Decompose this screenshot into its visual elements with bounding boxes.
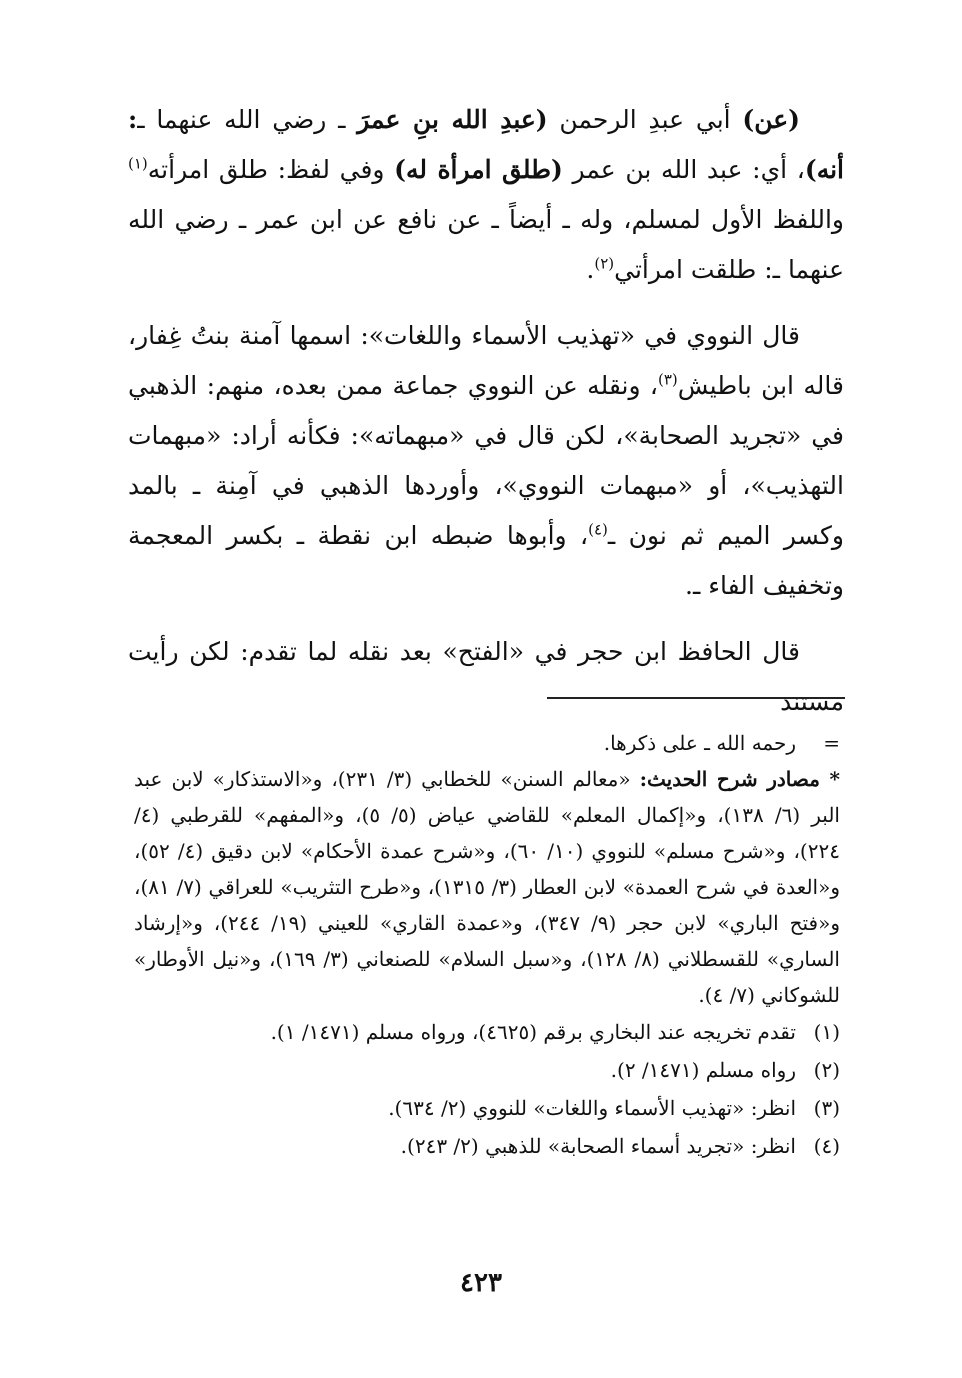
paragraph-1 — [128, 95, 844, 295]
paragraph-2 — [128, 311, 844, 611]
matn-text: (عن) — [742, 105, 800, 134]
sources-label: * مصادر شرح الحديث: — [639, 767, 840, 791]
footnote-marker[interactable]: (١) — [128, 154, 148, 173]
paragraph-3: قال الحافظ ابن حجر في «الفتح» بعد نقله لما تقدم: لكن رأيت مستند — [128, 637, 844, 716]
footnote-item — [134, 1013, 840, 1051]
footnote-marker[interactable]: (٤) — [588, 520, 608, 539]
matn-text: : أنه) — [128, 105, 844, 184]
footnote-text: رواه مسلم (١٤٧١/ ٢). — [610, 1058, 796, 1082]
commentary-text: قال النووي في «تهذيب الأسماء واللغات»: اسمها آمنة بنتُ غِفار، قاله ابن باطيش — [128, 321, 844, 400]
footnote-number: (٢) — [813, 1058, 840, 1082]
commentary-text: ، أي: عبد الله بن عمر — [562, 155, 805, 184]
sources-note — [134, 761, 840, 1013]
commentary-text: ـ رضي الله عنهما ـ — [137, 105, 358, 134]
footnote-text: انظر: «تهذيب الأسماء واللغات» للنووي (٢/ ٦٣٤). — [388, 1096, 796, 1120]
commentary-text: أبي عبدِ الرحمن — [547, 105, 743, 134]
commentary-text: وفي لفظ: طلق امرأته — [147, 155, 395, 184]
commentary-text: ، ونقله عن النووي جماعة ممن بعده، منهم: الذهبي في «تجريد الصحابة»، لكن قال في «مبهماته»: فكأنه أراد: «مبهمات التهذيب»، أو «مبهمات النووي»، وأوردها الذهبي في آمِنة ـ بالمد وكسر الميم ثم نون ـ — [128, 371, 844, 550]
footnote-item — [134, 1089, 840, 1127]
commentary-text: . — [586, 255, 595, 284]
sources-text: «معالم السنن» للخطابي (٣/ ٢٣١)، و«الاستذكار» لابن عبد البر (٦/ ١٣٨)، و«إكمال المعلم» للقاضي عياض (٥/ ٥)، و«المفهم» للقرطبي (٤/ ٢٢٤)، و«شرح مسلم» للنووي (١٠/ ٦٠)، و«شرح عمدة الأحكام» لابن دقيق (٤/ ٥٢)، و«العدة في شرح العمدة» لابن العطار (٣/ ١٣١٥)، و«طرح التثريب» للعراقي (٧/ ٨١)، و«فتح الباري» لابن حجر (٩/ ٣٤٧)، و«عمدة القاري» للعيني (١٩/ ٢٤٤)، و«إرشاد الساري» للقسطلاني (٨/ ١٢٨)، و«سبل السلام» للصنعاني (٣/ ١٦٩)، و«نيل الأوطار» للشوكاني (٧/ ٤). — [134, 767, 840, 1007]
footnote-separator — [547, 697, 845, 699]
footnote-marker[interactable]: (٣) — [658, 370, 678, 389]
page-number: ٤٢٣ — [460, 1268, 502, 1298]
footnote-item — [134, 1127, 840, 1165]
commentary-text: واللفظ الأول لمسلم، وله ـ أيضاً ـ عن نافع عن ابن عمر ـ رضي الله عنهما ـ: طلقت امرأتي — [128, 205, 844, 284]
footnote-text: تقدم تخريجه عند البخاري برقم (٤٦٢٥)، ورواه مسلم (١٤٧١/ ١). — [270, 1020, 796, 1044]
footnote-item — [134, 1051, 840, 1089]
continued-footnote — [134, 725, 840, 761]
continued-footnote-text: رحمه الله ـ على ذكرها. — [603, 731, 796, 755]
main-text — [128, 95, 844, 727]
footnote-number: (٣) — [813, 1096, 840, 1120]
footnote-text: انظر: «تجريد أسماء الصحابة» للذهبي (٢/ ٢٤٣). — [400, 1134, 796, 1158]
footnote-number: (١) — [813, 1020, 840, 1044]
commentary-text: ، وأبوها ضبطه ابن نقطة ـ بكسر المعجمة وتخفيف الفاء ـ. — [128, 521, 844, 600]
matn-text: (طلق امرأة له) — [394, 155, 563, 184]
footnote-number: (٤) — [813, 1134, 840, 1158]
footnotes-section — [134, 725, 840, 1165]
footnote-marker[interactable]: (٢) — [594, 254, 615, 273]
matn-text: (عبدِ الله بنِ عمرَ — [357, 105, 548, 134]
continuation-mark: = — [823, 731, 840, 755]
